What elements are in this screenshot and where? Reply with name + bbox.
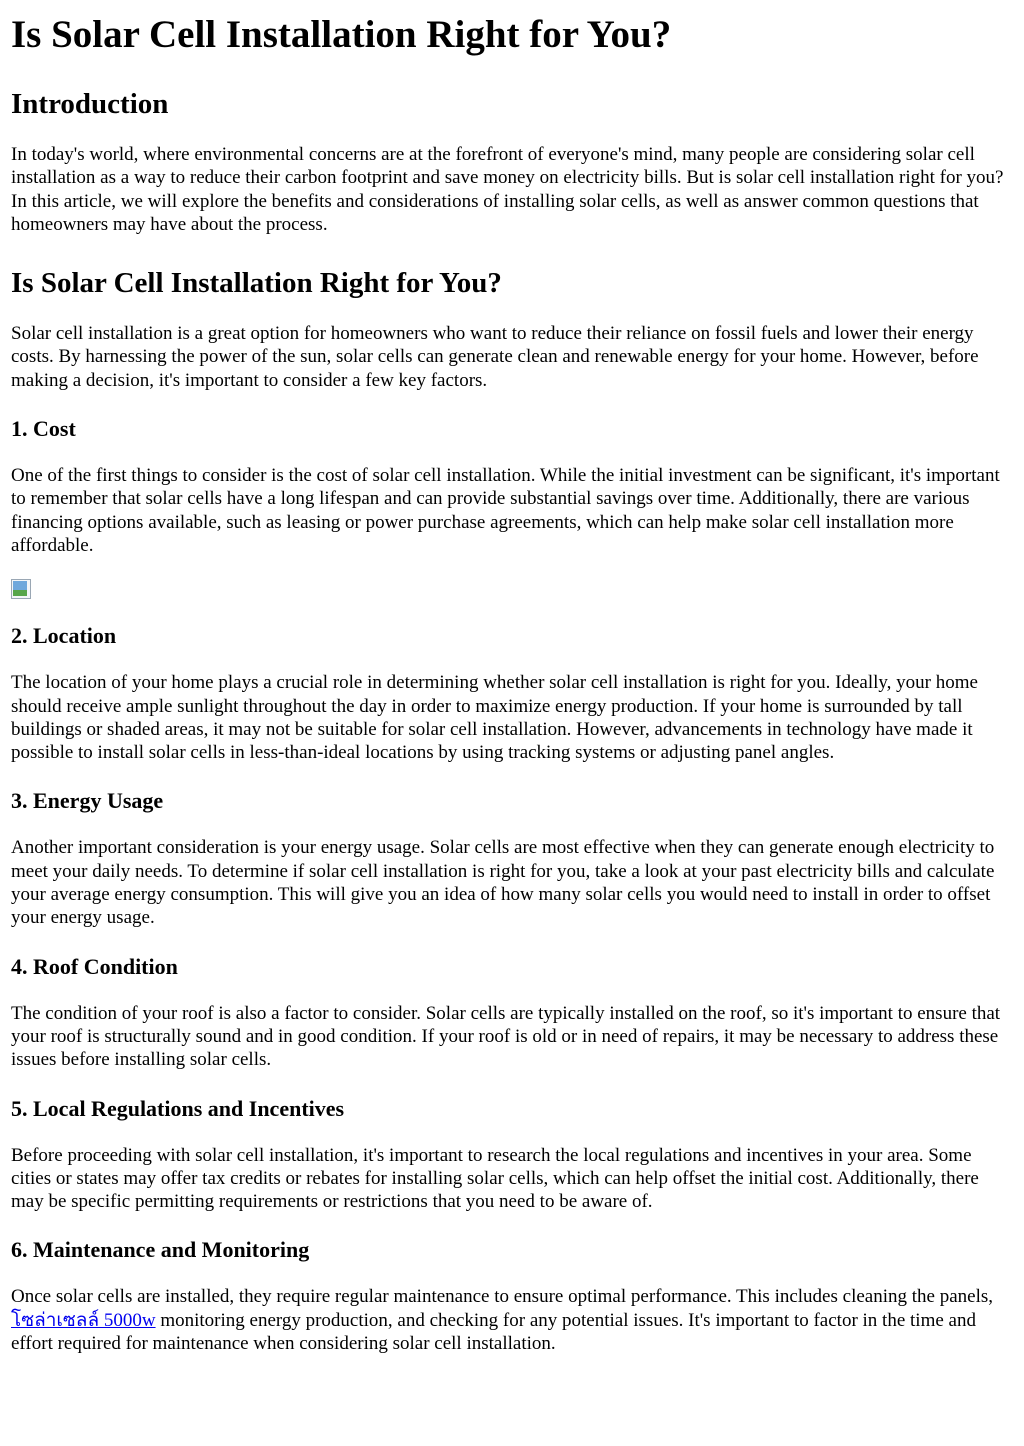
maintenance-text-before-link: Once solar cells are installed, they require regular maintenance to ensure optimal performance. This includes cleaning the panels, <box>11 1286 993 1308</box>
solar-cell-5000w-link[interactable]: โซล่าเซลล์ 5000w <box>11 1309 156 1331</box>
maintenance-paragraph <box>11 1285 1013 1355</box>
introduction-heading: Introduction <box>11 88 169 120</box>
location-heading: 2. Location <box>11 623 117 649</box>
cost-paragraph: One of the first things to consider is the cost of solar cell installation. While the initial investment can be significant, it's important to remember that solar cells have a long lifespan and can provide substantial savings over time. Additionally, there are various financing options available, such as leasing or power purchase agreements, which can help make solar cell installation more affordable. <box>11 465 1000 556</box>
energy-usage-heading: 3. Energy Usage <box>11 788 164 814</box>
regulations-heading: 5. Local Regulations and Incentives <box>11 1095 345 1121</box>
cost-heading: 1. Cost <box>11 416 76 442</box>
roof-condition-heading: 4. Roof Condition <box>11 953 178 979</box>
regulations-paragraph: Before proceeding with solar cell installation, it's important to research the local regulations and incentives in your area. Some cities or states may offer tax credits or rebates for installing solar cells, which can help offset the initial cost. Additionally, there may be specific permitting requirements or restrictions that you need to be aware of. <box>11 1144 979 1213</box>
location-paragraph: The location of your home plays a crucial role in determining whether solar cell installation is right for you. Ideally, your home should receive ample sunlight throughout the day in order to maximize energy production. If your home is surrounded by tall buildings or shaded areas, it may not be suitable for solar cell installation. However, advancements in technology have made it possible to install solar cells in less-than-ideal locations by using tracking systems or adjusting panel angles. <box>11 672 978 764</box>
right-for-you-heading: Is Solar Cell Installation Right for You? <box>11 267 502 300</box>
roof-condition-paragraph: The condition of your roof is also a factor to consider. Solar cells are typically installed on the roof, so it's important to ensure that your roof is structurally sound and in good condition. If your roof is old or in need of repairs, it may be necessary to address these issues before installing solar cells. <box>11 1002 1001 1071</box>
broken-image-icon <box>11 579 31 599</box>
introduction-paragraph: In today's world, where environmental concerns are at the forefront of everyone's mind, many people are considering solar cell installation as a way to reduce their carbon footprint and save money on electricity bills. But is solar cell installation right for you? In this article, we will explore the benefits and considerations of installing solar cells, as well as answer common questions that homeowners may have about the process. <box>11 144 1004 235</box>
energy-usage-paragraph: Another important consideration is your energy usage. Solar cells are most effective when they can generate enough electricity to meet your daily needs. To determine if solar cell installation is right for you, take a look at your past electricity bills and calculate your average energy consumption. This will give you an idea of how many solar cells you would need to install in order to offset your energy usage. <box>11 837 995 929</box>
page-title: Is Solar Cell Installation Right for You? <box>11 13 672 56</box>
maintenance-text-after-link: monitoring energy production, and checking for any potential issues. It's important to factor in the time and effort required for maintenance when considering solar cell installation. <box>11 1309 976 1355</box>
maintenance-heading: 6. Maintenance and Monitoring <box>11 1237 310 1263</box>
right-for-you-paragraph: Solar cell installation is a great option for homeowners who want to reduce their reliance on fossil fuels and lower their energy costs. By harnessing the power of the sun, solar cells can generate clean and renewable energy for your home. However, before making a decision, it's important to consider a few key factors. <box>11 323 979 391</box>
